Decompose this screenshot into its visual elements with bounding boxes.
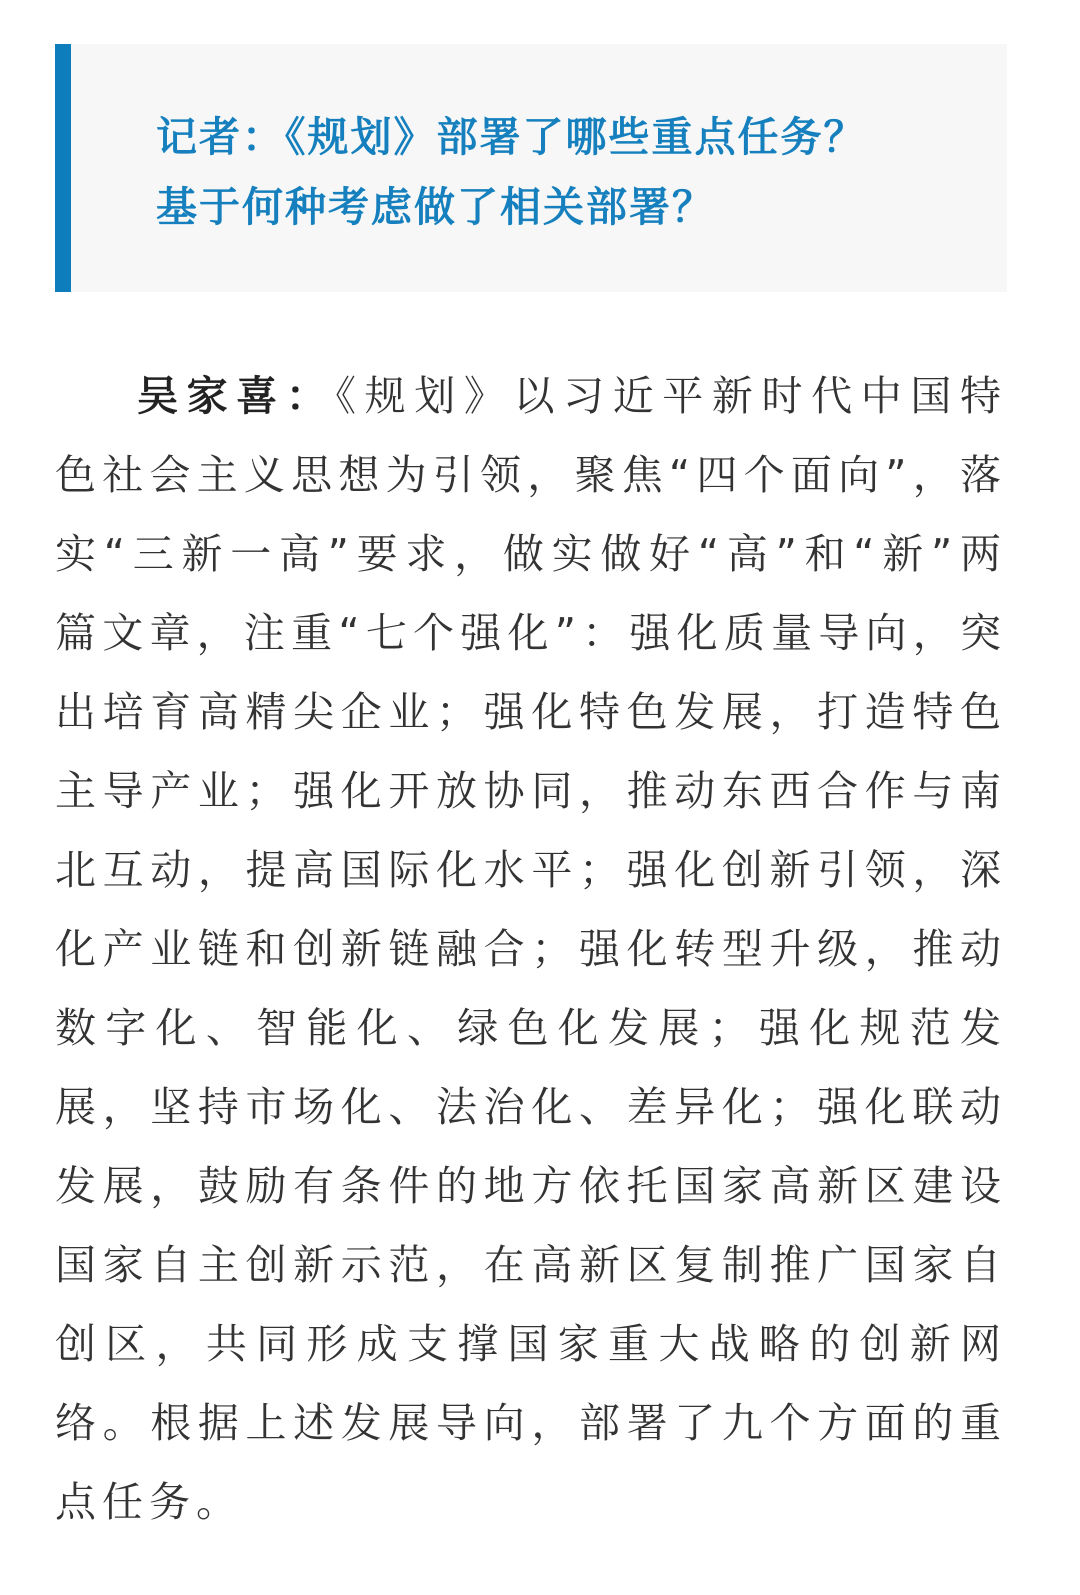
question-line-2: 基于何种考虑做了相关部署？ [156, 183, 715, 231]
question-accent-bar [55, 44, 71, 292]
answer-speaker: 吴家喜： [137, 372, 336, 420]
question-text [156, 102, 986, 242]
answer-text: 《规划》以习近平新时代中国特色社会主义思想为引领，聚焦“四个面向”，落实“三新一高”要求，做实做好“高”和“新”两篇文章，注重“七个强化”：强化质量导向，突出培育高精尖企业；强化特色发展，打造特色主导产业；强化开放协同，推动东西合作与南北互动，提高国际化水平；强化创新引领，深化产业链和创新链融合；强化转型升级，推动数字化、智能化、绿色化发展；强化规范发展，坚持市场化、法治化、差异化；强化联动发展，鼓励有条件的地方依托国家高新区建设国家自主创新示范，在高新区复制推广国家自创区，共同形成支撑国家重大战略的创新网络。根据上述发展导向，部署了九个方面的重点任务。 [55, 372, 1008, 1526]
answer-paragraph [55, 357, 1007, 1542]
question-box [55, 44, 1007, 292]
question-line-1: 记者：《规划》部署了哪些重点任务？ [156, 113, 867, 161]
